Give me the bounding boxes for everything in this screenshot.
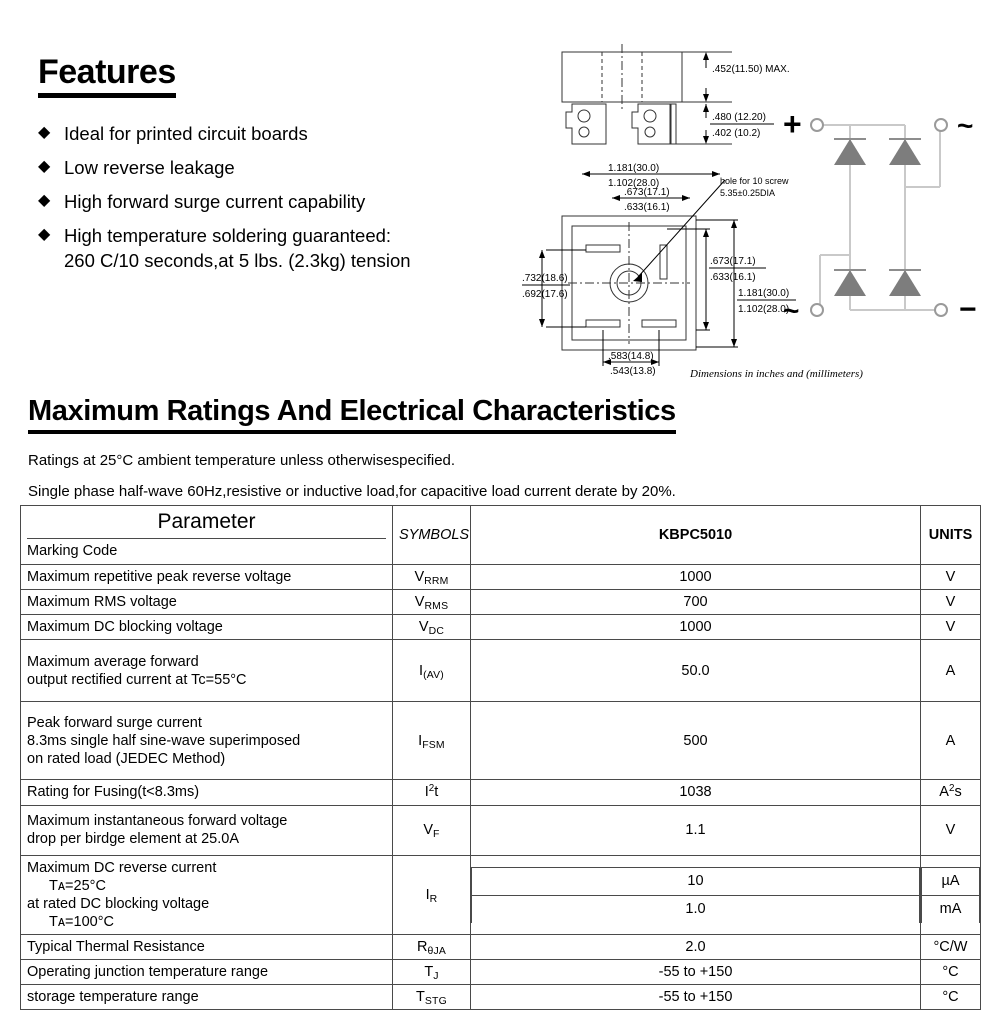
symbol-subscript: θJA [427,946,447,957]
diode-d3 [834,270,866,296]
nested-value-table [471,867,920,923]
nested-unit-table [921,867,980,923]
param-text-2: at rated DC blocking voltage [27,895,210,912]
terminal-negative [935,304,947,316]
row-unit-1: µA [922,867,980,895]
row-symbol [393,702,471,780]
header-parameter-label: Parameter [27,507,386,539]
minus-label: − [959,293,977,326]
diamond-bullet-icon: ◆ [38,191,51,209]
header-part-number: KBPC5010 [471,506,921,565]
row-value: 700 [471,590,921,615]
table-row [21,935,981,960]
param-line-1: Peak forward surge current [27,714,202,731]
feature-line-1: High temperature soldering guaranteed: [64,224,392,246]
section-heading [28,396,676,434]
row-value: 1.1 [471,805,921,855]
symbol-base: I [419,662,424,679]
dimensions-caption: Dimensions in inches and (millimeters) [690,368,863,380]
row-value: 1038 [471,780,921,805]
dim-width-top: 1.181(30.0) [608,163,660,174]
unit-superscript: 2 [948,783,955,795]
row-symbol [393,640,471,702]
terminal-slot-br [642,320,676,327]
symbol-base: T [424,964,434,981]
features-list [38,122,508,274]
symbol-base: V [423,821,434,838]
symbol-base: V [414,569,425,585]
terminal-ac-top [935,119,947,131]
row-value: 2.0 [471,935,921,960]
header-symbols-label: SYMBOLS [393,506,471,565]
table-row [21,640,981,702]
row-parameter: Rating for Fusing(t<8.3ms) [21,780,393,805]
terminal-positive [811,119,823,131]
symbol-base: I [418,732,423,749]
symbol-subscript: (AV) [423,669,444,681]
row-symbol [393,960,471,985]
dim-width-bot: 1.102(28.0) [608,178,660,189]
table-header-row [21,506,981,565]
hole-note-line-2: 5.35±0.25DIA [720,188,775,198]
row-unit: °C [921,985,981,1010]
row-symbol [393,985,471,1010]
row-unit-split [921,855,981,935]
symbol-base: V [414,594,425,611]
feature-line-1: Low reverse leakage [64,156,235,178]
diode-d1 [834,139,866,165]
row-parameter: Maximum DC blocking voltage [21,615,393,640]
row-symbol [393,590,471,615]
symbol-subscript: RMS [424,601,449,613]
table-row [21,985,981,1010]
terminal-slot-tr [660,245,667,279]
schematic-svg [775,95,990,335]
ratings-note-2: Single phase half-wave 60Hz,resistive or inductive load,for capacitive load current derate by 20%. [28,483,676,500]
feature-line-1: High forward surge current capability [64,190,366,212]
row-value-split [471,855,921,935]
row-parameter: Maximum RMS voltage [21,590,393,615]
features-title: Features [38,55,176,98]
row-symbol [393,855,471,935]
dim-lead-top: .480 (12.20) [712,112,766,123]
row-value: -55 to +150 [471,985,921,1010]
symbol-base: T [416,989,425,1006]
list-item [38,122,508,147]
symbol-subscript: F [433,828,440,840]
symbol-subscript: STG [424,996,447,1008]
row-value: -55 to +150 [471,960,921,985]
feature-text [64,190,365,215]
param-line-2 [27,895,386,931]
row-symbol [393,565,471,590]
dim-bottom-bot: .543(13.8) [610,366,656,377]
symbol-base: I [425,886,430,903]
row-parameter: Operating junction temperature range [21,960,393,985]
list-item [38,156,508,181]
feature-line-1: Ideal for printed circuit boards [64,122,308,144]
dim-height-max: .452(11.50) MAX. [712,64,790,75]
unit-base: A [939,784,949,801]
symbol-base: R [416,939,428,955]
dim-right-a-top: .673(17.1) [710,256,756,267]
feature-text [64,122,308,147]
features-section [38,55,508,283]
param-text-1: Maximum DC reverse current [27,859,217,876]
dim-left-top: .732(18.6) [522,273,568,284]
row-value: 50.0 [471,640,921,702]
row-unit: V [921,590,981,615]
row-unit: °C/W [921,935,981,960]
dim-right-b-top: 1.181(30.0) [738,288,790,299]
row-unit [921,780,981,805]
table-row [21,805,981,855]
symbol-superscript: 2 [428,783,435,795]
row-value-1: 10 [472,867,920,895]
symbol-tail: t [434,784,439,801]
feature-text [64,156,235,181]
diamond-bullet-icon: ◆ [38,157,51,175]
row-value: 500 [471,702,921,780]
symbol-subscript: RRM [424,576,449,587]
table-row [21,702,981,780]
symbol-subscript: R [429,893,438,905]
row-unit: V [921,805,981,855]
row-parameter [21,805,393,855]
table-row [21,590,981,615]
param-line-1: Maximum average forward [27,653,199,670]
dim-right-a-bot: .633(16.1) [710,272,756,283]
dim-inner-top: .673(17.1) [624,187,670,198]
row-unit: V [921,615,981,640]
symbol-subscript: J [433,971,439,983]
param-line-2: 8.3ms single half sine-wave superimposed [27,732,301,749]
header-units-label: UNITS [921,506,981,565]
table-row [21,780,981,805]
specifications-table [20,505,981,1010]
feature-line-2: 260 C/10 seconds,at 5 lbs. (2.3kg) tension [64,249,411,271]
row-value: 1000 [471,615,921,640]
row-unit: A [921,702,981,780]
list-item [38,190,508,215]
terminal-ac-bottom [811,304,823,316]
dim-bottom-top: .583(14.8) [608,351,654,362]
param-condition-1: Tᴀ=25°C [49,877,106,894]
row-unit: A [921,640,981,702]
header-parameter-cell [21,506,393,565]
param-line-1: Maximum instantaneous forward voltage [27,812,288,829]
feature-text [64,224,411,274]
diode-d2 [889,139,921,165]
row-parameter [21,855,393,935]
symbol-subscript: FSM [422,739,445,751]
row-parameter [21,640,393,702]
table-row [21,615,981,640]
row-parameter: storage temperature range [21,985,393,1010]
unit-tail: s [954,784,962,801]
dim-right-b-bot: 1.102(28.0) [738,304,790,315]
ac-bottom-label: ~ [783,295,800,326]
symbol-base: V [418,619,429,636]
param-line-3: on rated load (JEDEC Method) [27,750,226,767]
symbol-base: I [424,784,429,801]
dim-lead-bot: .402 (10.2) [712,128,761,139]
diode-d4 [889,270,921,296]
dim-left-bot: .692(17.6) [522,289,568,300]
plus-label: + [783,106,802,142]
param-condition-2: Tᴀ=100°C [49,913,114,930]
param-line-2: output rectified current at Tc=55°C [27,671,247,688]
bridge-rectifier-schematic [775,95,990,335]
row-symbol [393,780,471,805]
terminal-slot-bl [586,320,620,327]
row-value-2: 1.0 [472,895,920,923]
side-view-body [562,52,682,102]
table-row [21,960,981,985]
table-row [21,565,981,590]
row-symbol [393,935,471,960]
param-line-2: drop per birdge element at 25.0A [27,831,239,847]
row-unit-2: mA [922,895,980,923]
row-unit: V [921,565,981,590]
terminal-slot-tl [586,245,620,252]
diamond-bullet-icon: ◆ [38,225,51,243]
row-symbol [393,805,471,855]
row-parameter: Typical Thermal Resistance [21,935,393,960]
row-parameter [21,702,393,780]
list-item [38,224,508,274]
ratings-note-1: Ratings at 25°C ambient temperature unless otherwisespecified. [28,452,456,469]
row-parameter: Maximum repetitive peak reverse voltage [21,565,393,590]
row-symbol [393,615,471,640]
ac-top-label: ~ [957,110,974,141]
specifications-table-wrapper [20,505,980,1010]
row-unit: °C [921,960,981,985]
diamond-bullet-icon: ◆ [38,123,51,141]
dim-inner-bot: .633(16.1) [624,202,670,213]
page-title: Maximum Ratings And Electrical Characteristics [28,396,676,434]
row-value: 1000 [471,565,921,590]
symbol-subscript: DC [428,626,445,638]
hole-note-line-1: hole for 10 screw [720,176,789,186]
table-row [21,855,981,935]
param-line-1 [27,859,386,895]
header-marking-code-label: Marking Code [27,543,118,560]
